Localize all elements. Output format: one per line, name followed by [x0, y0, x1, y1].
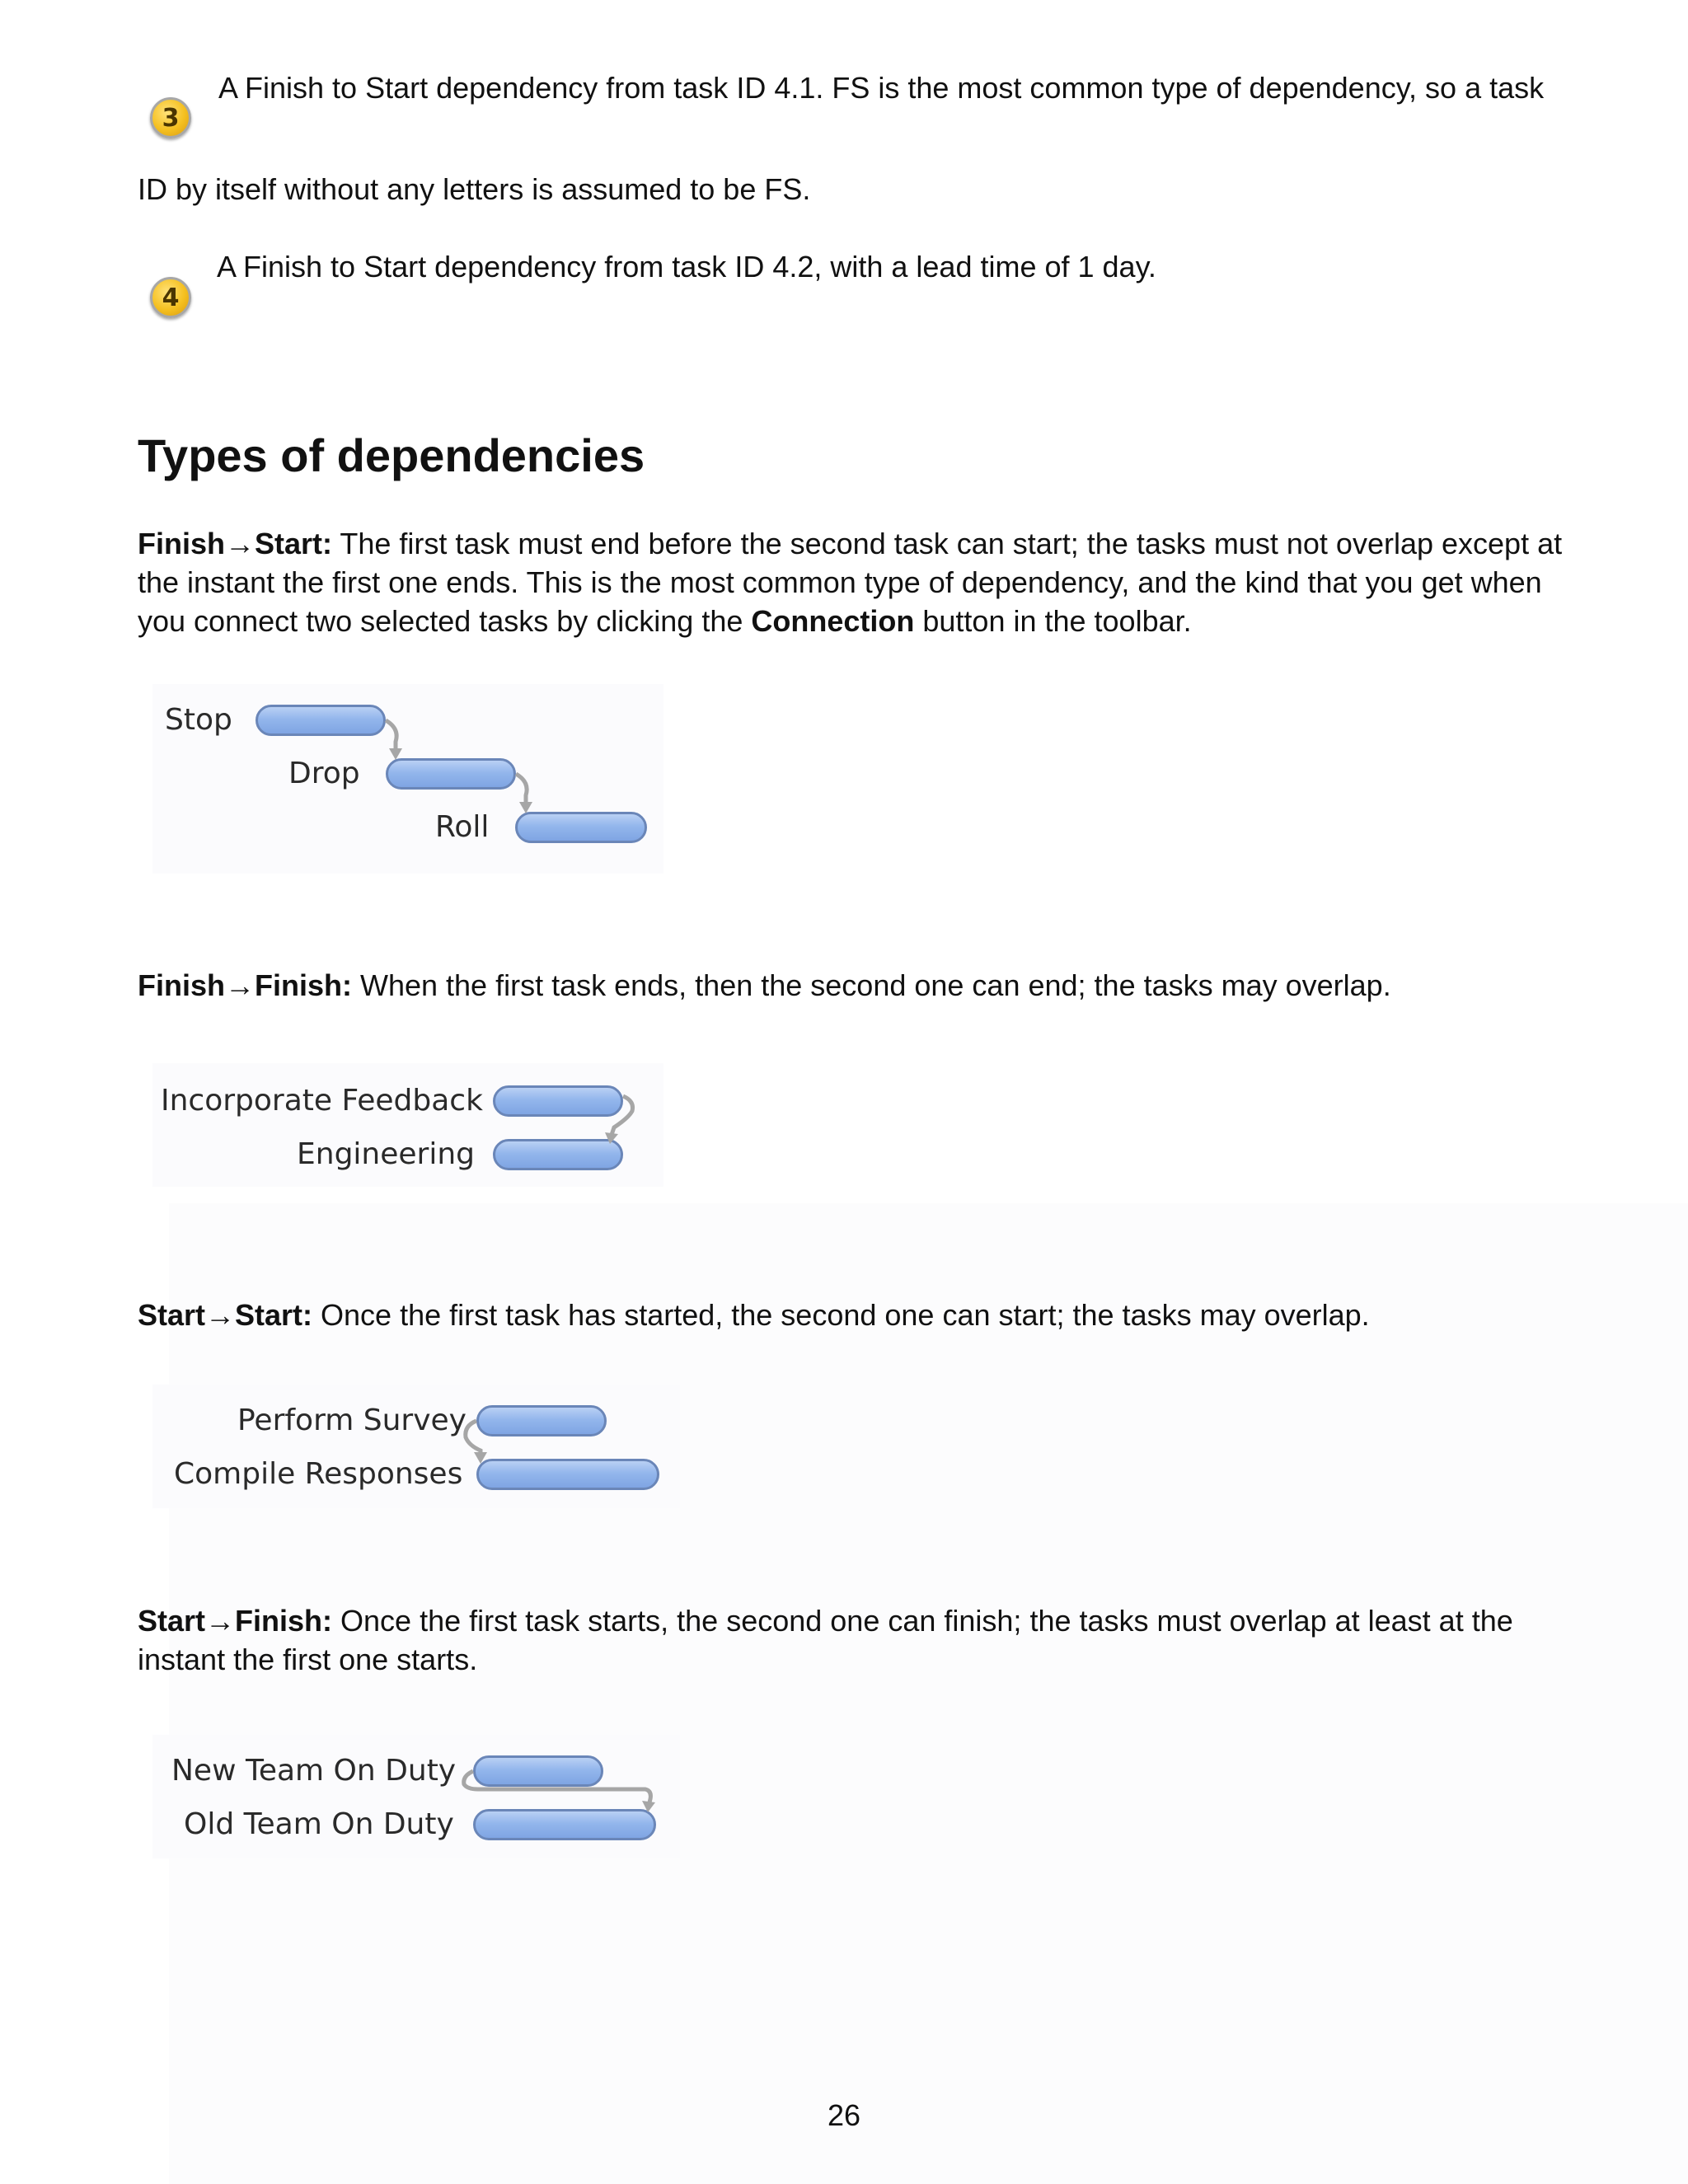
- start-finish-paragraph: [138, 1601, 1588, 1679]
- callout-3-line-2: ID by itself without any letters is assumed to be FS.: [138, 172, 811, 206]
- connection-term: Connection: [751, 604, 915, 638]
- task-label-drop: Drop: [288, 757, 360, 790]
- callout-badge-3: 3: [150, 97, 191, 138]
- start-finish-connectors: [152, 1735, 680, 1858]
- task-label-engineering: Engineering: [297, 1137, 475, 1171]
- finish-finish-term: Finish→Finish:: [138, 968, 352, 1002]
- start-start-diagram: [152, 1385, 680, 1508]
- finish-start-connectors: [152, 684, 663, 874]
- task-label-roll: Roll: [435, 810, 490, 844]
- task-label-compile-responses: Compile Responses: [174, 1457, 463, 1491]
- start-finish-diagram: [152, 1735, 680, 1858]
- page-number: 26: [827, 2098, 861, 2132]
- start-finish-term: Start→Finish:: [138, 1604, 333, 1638]
- finish-start-term: Finish→Start:: [138, 527, 333, 560]
- task-label-new-team-on-duty: New Team On Duty: [171, 1754, 457, 1788]
- task-label-old-team-on-duty: Old Team On Duty: [184, 1807, 454, 1841]
- start-start-text: Once the first task has started, the second one can start; the tasks may overlap.: [312, 1298, 1370, 1332]
- start-start-term: Start→Start:: [138, 1298, 313, 1332]
- section-heading: Types of dependencies: [138, 429, 645, 481]
- callout-3-line-1: A Finish to Start dependency from task ID 4.1. FS is the most common type of dependency, so a task: [218, 71, 1545, 105]
- start-start-paragraph: [138, 1296, 1588, 1334]
- finish-start-text-before: The first task must end before the second task can start; the tasks must not overlap except at the instant the first one ends. This is the most common type of dependency, and the kind that you get when you connect two selected tasks by clicking the: [138, 527, 1563, 638]
- finish-finish-text: When the first task ends, then the second one can end; the tasks may overlap.: [351, 968, 1391, 1002]
- finish-start-text-after: button in the toolbar.: [914, 604, 1192, 638]
- start-start-connectors: [152, 1385, 680, 1508]
- callout-4-line-1: A Finish to Start dependency from task ID 4.2, with a lead time of 1 day.: [217, 250, 1156, 284]
- start-finish-text: Once the first task starts, the second one can finish; the tasks must overlap at least at the instant the first one starts.: [138, 1604, 1513, 1676]
- task-label-incorporate-feedback: Incorporate Feedback: [161, 1084, 483, 1118]
- finish-finish-connectors: [152, 1063, 663, 1187]
- finish-finish-diagram: [152, 1063, 663, 1187]
- finish-start-diagram: [152, 684, 663, 874]
- finish-finish-paragraph: [138, 966, 1588, 1005]
- finish-start-paragraph: [138, 524, 1588, 640]
- callout-badge-4: 4: [150, 277, 191, 318]
- task-label-stop: Stop: [165, 703, 232, 737]
- task-label-perform-survey: Perform Survey: [237, 1404, 467, 1437]
- page-shade: [169, 1203, 1688, 2184]
